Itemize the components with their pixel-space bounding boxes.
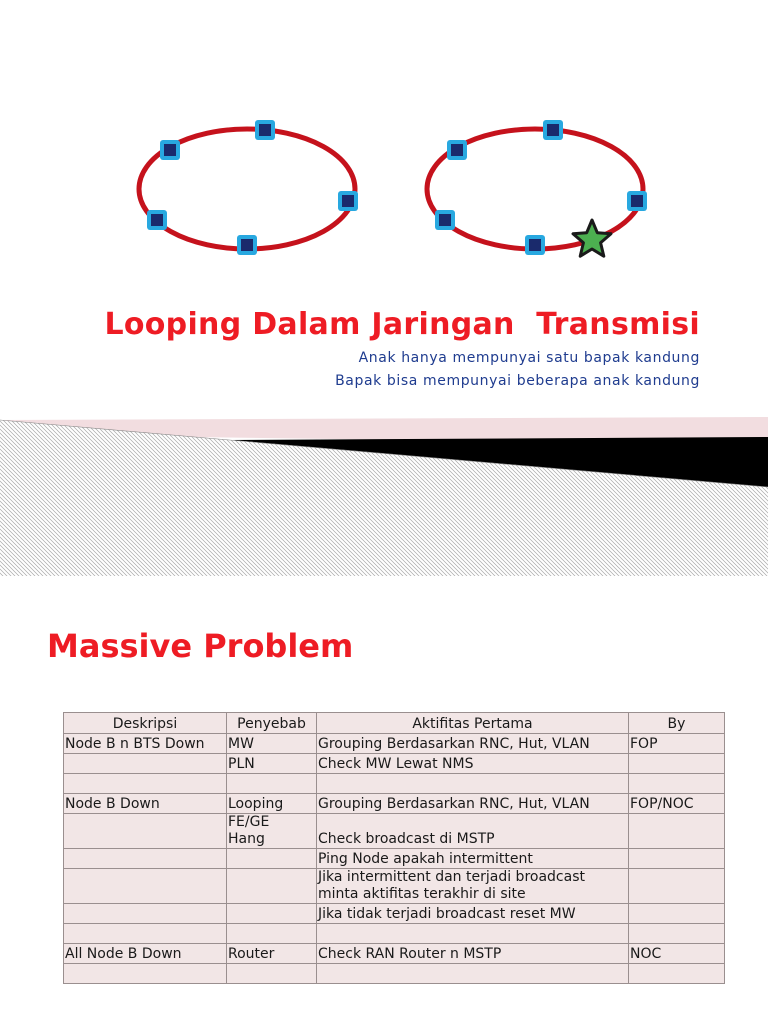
cell-penyebab bbox=[227, 869, 317, 904]
cell-penyebab bbox=[227, 774, 317, 794]
cell-aktifitas-pertama: Check RAN Router n MSTP bbox=[317, 944, 629, 964]
cell-by bbox=[629, 869, 725, 904]
problem-table bbox=[63, 712, 725, 984]
cell-penyebab: Looping bbox=[227, 794, 317, 814]
cell-by bbox=[629, 814, 725, 849]
cell-aktifitas-pertama: Jika intermittent dan terjadi broadcast minta aktifitas terakhir di site bbox=[317, 869, 629, 904]
header-deskripsi: Deskripsi bbox=[64, 713, 227, 734]
ring-2-node-5 bbox=[529, 239, 541, 251]
cell-penyebab bbox=[227, 964, 317, 984]
cell-deskripsi bbox=[64, 774, 227, 794]
cell-by bbox=[629, 754, 725, 774]
cell-deskripsi: Node B n BTS Down bbox=[64, 734, 227, 754]
table-row bbox=[64, 794, 725, 814]
cell-aktifitas-pertama: Check broadcast di MSTP bbox=[317, 814, 629, 849]
slide-title: Looping Dalam Jaringan Transmisi bbox=[104, 307, 700, 342]
table-row bbox=[64, 904, 725, 924]
cell-aktifitas-pertama: Check MW Lewat NMS bbox=[317, 754, 629, 774]
table-row bbox=[64, 924, 725, 944]
ring-2-node-1 bbox=[547, 124, 559, 136]
slide-subtitle-line-1: Anak hanya mempunyai satu bapak kandung bbox=[358, 350, 700, 366]
cell-deskripsi bbox=[64, 814, 227, 849]
cell-aktifitas-pertama: Grouping Berdasarkan RNC, Hut, VLAN bbox=[317, 734, 629, 754]
cell-by bbox=[629, 964, 725, 984]
cell-deskripsi bbox=[64, 869, 227, 904]
cell-penyebab: PLN bbox=[227, 754, 317, 774]
cell-deskripsi bbox=[64, 964, 227, 984]
header-aktifitas-pertama: Aktifitas Pertama bbox=[317, 713, 629, 734]
cell-by bbox=[629, 774, 725, 794]
star-icon bbox=[573, 220, 611, 256]
cell-penyebab: FE/GE Hang bbox=[227, 814, 317, 849]
cell-by: NOC bbox=[629, 944, 725, 964]
table-header-row bbox=[64, 713, 725, 734]
cell-deskripsi: All Node B Down bbox=[64, 944, 227, 964]
cell-penyebab: MW bbox=[227, 734, 317, 754]
decorative-swoosh-band bbox=[0, 405, 768, 576]
header-penyebab: Penyebab bbox=[227, 713, 317, 734]
header-by: By bbox=[629, 713, 725, 734]
cell-deskripsi bbox=[64, 849, 227, 869]
cell-by bbox=[629, 849, 725, 869]
ring-1-node-4 bbox=[151, 214, 163, 226]
cell-by bbox=[629, 924, 725, 944]
ring-1-node-2 bbox=[164, 144, 176, 156]
cell-aktifitas-pertama bbox=[317, 774, 629, 794]
ring-1-node-1 bbox=[259, 124, 271, 136]
network-ring-diagram bbox=[0, 0, 768, 300]
cell-penyebab: Router bbox=[227, 944, 317, 964]
cell-by: FOP bbox=[629, 734, 725, 754]
table-row bbox=[64, 774, 725, 794]
ring-1-node-3 bbox=[342, 195, 354, 207]
cell-by: FOP/NOC bbox=[629, 794, 725, 814]
cell-deskripsi bbox=[64, 924, 227, 944]
ring-1-node-5 bbox=[241, 239, 253, 251]
ring-2-node-3 bbox=[631, 195, 643, 207]
cell-aktifitas-pertama bbox=[317, 924, 629, 944]
ring-2-node-2 bbox=[451, 144, 463, 156]
cell-deskripsi: Node B Down bbox=[64, 794, 227, 814]
cell-deskripsi bbox=[64, 904, 227, 924]
table-row bbox=[64, 814, 725, 849]
table-row bbox=[64, 734, 725, 754]
table-row bbox=[64, 849, 725, 869]
cell-penyebab bbox=[227, 904, 317, 924]
table-body bbox=[64, 734, 725, 984]
ring-2-node-4 bbox=[439, 214, 451, 226]
slide-title: Massive Problem bbox=[47, 627, 354, 665]
table-row bbox=[64, 869, 725, 904]
table-row bbox=[64, 964, 725, 984]
cell-penyebab bbox=[227, 849, 317, 869]
cell-by bbox=[629, 904, 725, 924]
cell-aktifitas-pertama bbox=[317, 964, 629, 984]
cell-deskripsi bbox=[64, 754, 227, 774]
slide-subtitle-line-2: Bapak bisa mempunyai beberapa anak kandung bbox=[335, 373, 700, 389]
cell-penyebab bbox=[227, 924, 317, 944]
cell-aktifitas-pertama: Jika tidak terjadi broadcast reset MW bbox=[317, 904, 629, 924]
massive-problem-slide bbox=[0, 597, 768, 1024]
table-row bbox=[64, 944, 725, 964]
cell-aktifitas-pertama: Ping Node apakah intermittent bbox=[317, 849, 629, 869]
table-row bbox=[64, 754, 725, 774]
cell-aktifitas-pertama: Grouping Berdasarkan RNC, Hut, VLAN bbox=[317, 794, 629, 814]
